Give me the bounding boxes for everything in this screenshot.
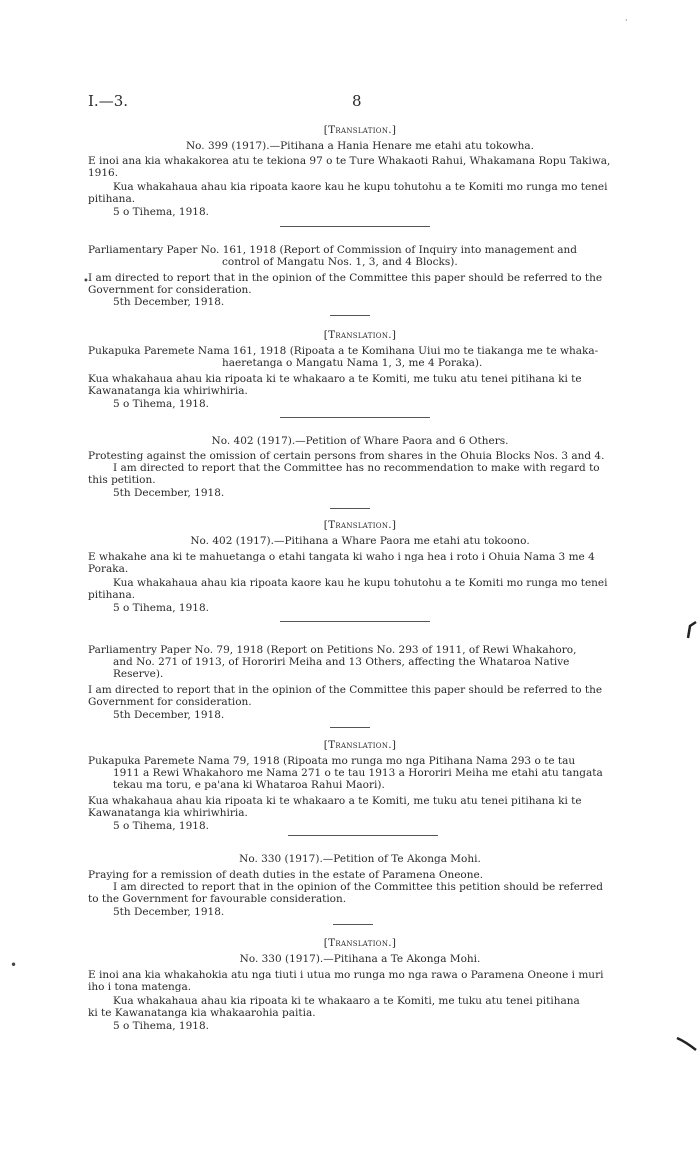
translation-heading: [Translation.] [323, 937, 397, 949]
petition-title: No. 330 (1917).—Petition of Te Akonga Mohi. [239, 853, 481, 865]
paragraph-line: this petition. [88, 474, 156, 486]
paragraph-line: Poraka. [88, 563, 129, 575]
paragraph-line: iho i tona matenga. [88, 981, 192, 993]
scan-speck: • [83, 276, 89, 287]
paragraph-line: 1916. [88, 167, 119, 179]
date-line: 5th December, 1918. [113, 296, 225, 308]
section-divider [280, 417, 430, 418]
paragraph-line: E whakahe ana ki te mahuetanga o etahi tangata ki waho i nga hea i roto i Ohuia Nama 3 me 4 [88, 551, 595, 563]
short-divider [330, 508, 370, 509]
paragraph-line: Parliamentary Paper No. 161, 1918 (Report of Commission of Inquiry into management and [88, 244, 578, 256]
paragraph-line: Kua whakahaua ahau kia ripoata kaore kau he kupu tohutohu a te Komiti mo runga mo tenei [113, 181, 608, 193]
paragraph-line: I am directed to report that the Committee has no recommendation to make with regard to [113, 462, 600, 474]
paragraph-line: Kawanatanga kia whiriwhiria. [88, 807, 248, 819]
paragraph-line: E inoi ana kia whakahokia atu nga tiuti i utua mo runga mo nga rawa o Paramena Oneone i muri [88, 969, 604, 981]
paragraph-line: Government for consideration. [88, 696, 252, 708]
paragraph-line: 1911 a Rewi Whakahoro me Nama 271 o te tau 1913 a Hororiri Meiha me etahi atu tangata [113, 767, 603, 779]
paragraph-line: I am directed to report that in the opinion of the Committee this paper should be referred to the [88, 684, 603, 696]
paragraph-line: Government for consideration. [88, 284, 252, 296]
paragraph-line: Kua whakahaua ahau kia ripoata ki te whakaaro a te Komiti, me tuku atu tenei pitihana ki te [88, 373, 582, 385]
paragraph-line: tekau ma toru, e pa'ana ki Whataroa Rahui Maori). [113, 779, 385, 791]
paragraph-line: Pukapuka Paremete Nama 79, 1918 (Ripoata mo runga mo nga Pitihana Nama 293 o te tau [88, 755, 576, 767]
translation-heading: [Translation.] [323, 519, 397, 531]
paragraph-line: ki te Kawanatanga kia whakaarohia paitia. [88, 1007, 316, 1019]
paragraph-line: Reserve). [113, 668, 164, 680]
margin-mark [676, 1036, 698, 1054]
report-reference: I.—3. [88, 92, 129, 110]
date-line: 5 o Tihema, 1918. [113, 398, 209, 410]
short-divider [330, 727, 370, 728]
paragraph-line: to the Government for favourable consideration. [88, 893, 347, 905]
translation-heading: [Translation.] [323, 124, 397, 136]
paragraph-line: Kua whakahaua ahau kia ripoata ki te whakaaro a te Komiti, me tuku atu tenei pitihana ki te [88, 795, 582, 807]
paragraph-line: Parliamentry Paper No. 79, 1918 (Report on Petitions No. 293 of 1911, of Rewi Whakahoro, [88, 644, 577, 656]
section-divider [280, 621, 430, 622]
paragraph-line: Protesting against the omission of certain persons from shares in the Ohuia Blocks Nos. 3 and 4. [88, 450, 605, 462]
petition-title: No. 402 (1917).—Pitihana a Whare Paora me etahi atu tokoono. [190, 535, 530, 547]
paragraph-line: E inoi ana kia whakakorea atu te tekiona 97 o te Ture Whakaoti Rahui, Whakamana Ropu Takiwa, [88, 155, 611, 167]
margin-mark [686, 620, 698, 640]
paragraph-line: and No. 271 of 1913, of Hororiri Meiha and 13 Others, affecting the Whataroa Native [113, 656, 570, 668]
date-line: 5 o Tihema, 1918. [113, 602, 209, 614]
petition-title: No. 402 (1917).—Petition of Whare Paora and 6 Others. [211, 435, 509, 447]
date-line: 5 o Tihema, 1918. [113, 820, 209, 832]
date-line: 5th December, 1918. [113, 709, 225, 721]
paragraph-line: I am directed to report that in the opinion of the Committee this petition should be referred [113, 881, 603, 893]
scan-speck: • [10, 958, 18, 972]
translation-heading: [Translation.] [323, 329, 397, 341]
paragraph-line: control of Mangatu Nos. 1, 3, and 4 Blocks). [222, 256, 458, 268]
page-number: 8 [352, 92, 362, 110]
scan-speck: · [625, 16, 628, 25]
paragraph-line: pitihana. [88, 589, 136, 601]
section-divider [280, 226, 430, 227]
date-line: 5th December, 1918. [113, 487, 225, 499]
paragraph-line: Kua whakahaua ahau kia ripoata kaore kau he kupu tohutohu a te Komiti mo runga mo tenei [113, 577, 608, 589]
short-divider [333, 924, 373, 925]
paragraph-line: I am directed to report that in the opinion of the Committee this paper should be referred to the [88, 272, 603, 284]
paragraph-line: Kawanatanga kia whiriwhiria. [88, 385, 248, 397]
date-line: 5 o Tihema, 1918. [113, 206, 209, 218]
date-line: 5th December, 1918. [113, 906, 225, 918]
petition-title: No. 330 (1917).—Pitihana a Te Akonga Mohi. [239, 953, 481, 965]
section-divider [288, 835, 438, 836]
paragraph-line: pitihana. [88, 193, 136, 205]
date-line: 5 o Tihema, 1918. [113, 1020, 209, 1032]
paragraph-line: haeretanga o Mangatu Nama 1, 3, me 4 Poraka). [222, 357, 483, 369]
translation-heading: [Translation.] [323, 739, 397, 751]
short-divider [330, 315, 370, 316]
paragraph-line: Praying for a remission of death duties in the estate of Paramena Oneone. [88, 869, 484, 881]
petition-title: No. 399 (1917).—Pitihana a Hania Henare me etahi atu tokowha. [185, 140, 535, 152]
paragraph-line: Pukapuka Paremete Nama 161, 1918 (Ripoata a te Komihana Uiui mo te tiakanga me te whaka- [88, 345, 599, 357]
paragraph-line: Kua whakahaua ahau kia ripoata ki te whakaaro a te Komiti, me tuku atu tenei pitihana [113, 995, 580, 1007]
